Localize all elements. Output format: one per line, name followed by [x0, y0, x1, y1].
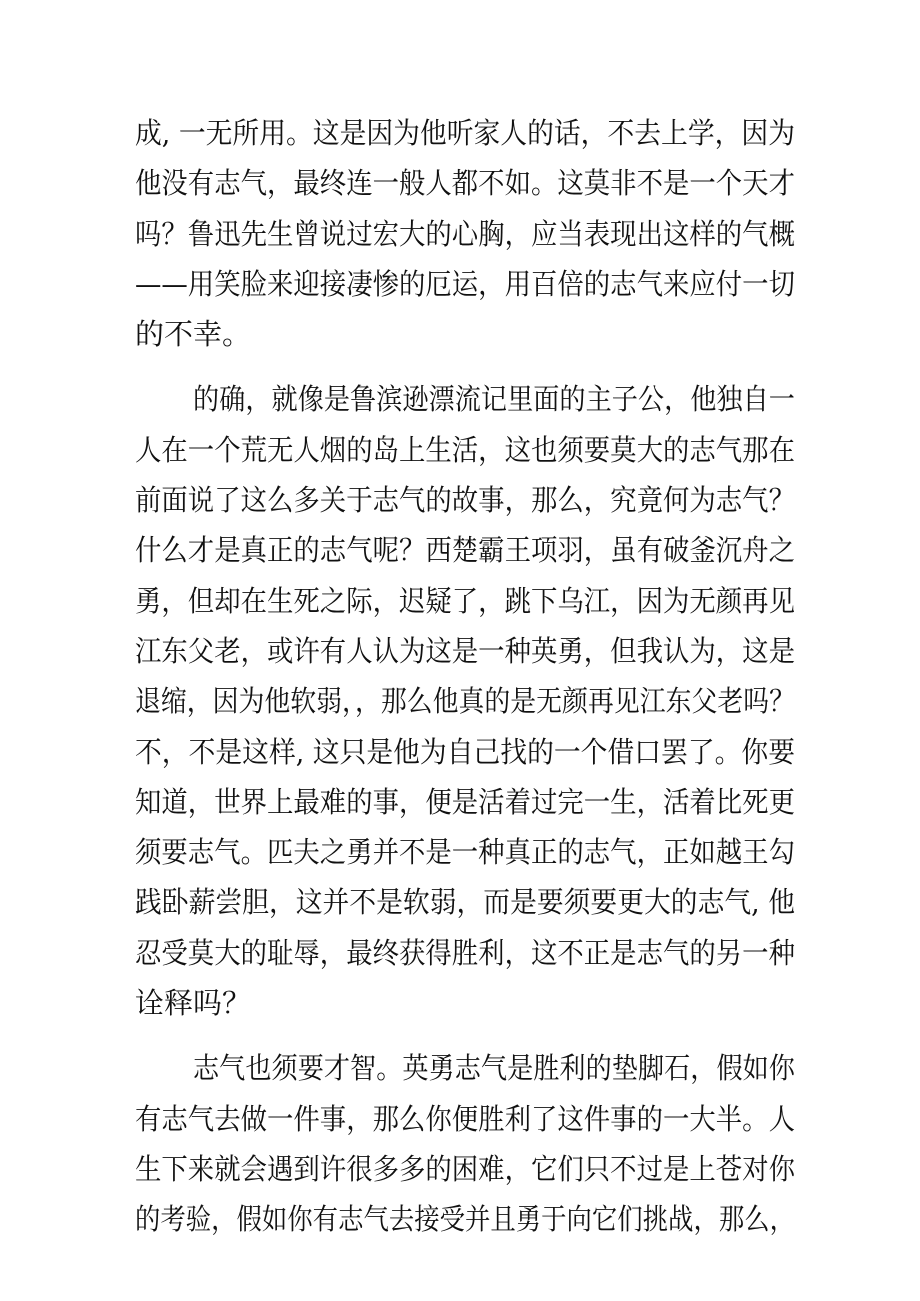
body-text [135, 108, 795, 1245]
text-line: 吗？鲁迅先生曾说过宏大的心胸，应当表现出这样的气概 [135, 216, 795, 251]
text-line: 生下来就会遇到许很多多的困难，它们只不过是上苍对你 [135, 1151, 795, 1186]
text-line: 践卧薪尝胆，这并不是软弱，而是要须要更大的志气, 他 [135, 885, 796, 920]
text-line: 勇，但却在生死之际，迟疑了，跳下乌江，因为无颜再见 [135, 583, 795, 618]
text-line-first: 志气也须要才智。英勇志气是胜利的垫脚石，假如你 [193, 1051, 795, 1086]
text-line: ——用笑脸来迎接凄惨的厄运，用百倍的志气来应付一切 [135, 266, 795, 301]
paragraph-1 [135, 108, 795, 359]
text-line: 诠释吗？ [135, 986, 252, 1021]
text-line: 的不幸。 [135, 317, 252, 352]
text-line: 前面说了这么多关于志气的故事，那么，究竟何为志气？ [135, 483, 795, 518]
text-line: 他没有志气，最终连一般人都不如。这莫非不是一个天才 [135, 166, 795, 201]
text-line: 江东父老，或许有人认为这是一种英勇，但我认为，这是 [135, 633, 795, 668]
text-line: 不，不是这样, 这只是他为自己找的一个借口罢了。你要 [135, 734, 796, 769]
text-line: 忍受莫大的耻辱，最终获得胜利，这不正是志气的另一种 [135, 935, 795, 970]
text-line: 有志气去做一件事，那么你便胜利了这件事的一大半。人 [135, 1101, 795, 1136]
text-line: 人在一个荒无人烟的岛上生活，这也须要莫大的志气那在 [135, 432, 795, 467]
text-line: 须要志气。匹夫之勇并不是一种真正的志气，正如越王勾 [135, 835, 795, 870]
text-line: 退缩，因为他软弱，，那么他真的是无颜再见江东父老吗？ [135, 684, 796, 719]
text-line: 的考验，假如你有志气去接受并且勇于向它们挑战，那么， [135, 1202, 795, 1237]
paragraph-2 [135, 374, 795, 1028]
text-line: 成, 一无所用。这是因为他听家人的话，不去上学，因为 [135, 116, 796, 150]
text-line-first: 的确，就像是鲁滨逊漂流记里面的主子公，他独自一 [193, 382, 795, 417]
paragraph-3 [135, 1043, 795, 1244]
paragraph-spacer [135, 359, 795, 374]
text-line: 知道，世界上最难的事，便是活着过完一生，活着比死更 [135, 784, 795, 819]
text-line: 什么才是真正的志气呢？西楚霸王项羽，虽有破釜沉舟之 [135, 533, 795, 568]
paragraph-spacer [135, 1028, 795, 1043]
